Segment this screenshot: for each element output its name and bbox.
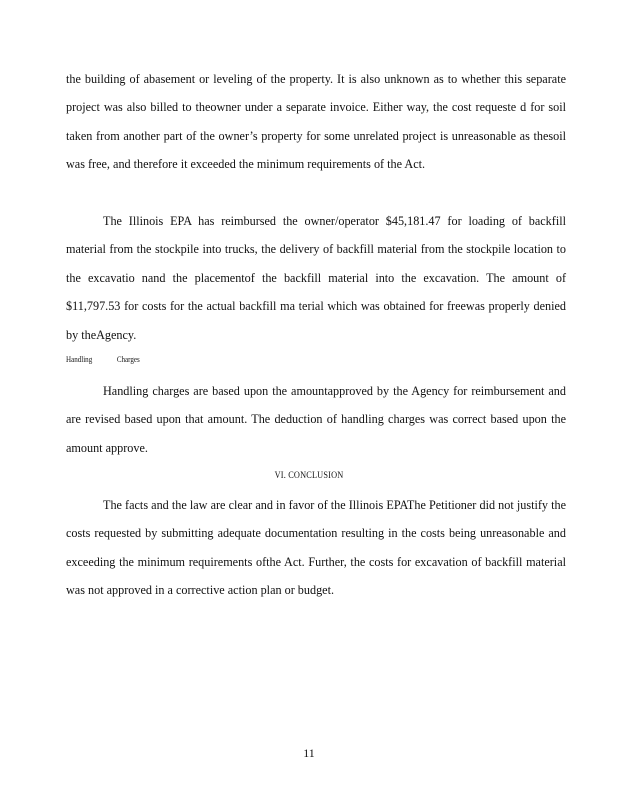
subheading-handling-charges [66, 354, 140, 364]
paragraph-handling-charges: Handling charges are based upon the amountapproved by the Agency for reimbursement and are revised based upon that amount. The deduction of handling charges was correct based upon the amount approve. [66, 384, 566, 455]
paragraph-soil-cost: the building of abasement or leveling of the property. It is also unknown as to whether this separate project was also billed to theowner under a separate invoice. Either way, the cost requeste d for soil taken from another part of the owner’s property for some unrelated project is unreasonable as thesoil was free, and therefore it exceeded the minimum requirements of the Act. [66, 72, 566, 172]
paragraph-reimbursement: The Illinois EPA has reimbursed the owner/operator $45,181.47 for loading of backfill material from the stockpile into trucks, the delivery of backfill material from the stockpile location to the excavatio nand the placementof the backfill material into the excavation. The amount of $11,797.53 for costs for the actual backfill ma terial which was obtained for freewas properly denied by theAgency. [66, 214, 566, 342]
subheading-word-charges: Charges [116, 354, 140, 364]
page-number: 11 [303, 746, 315, 760]
section-title-conclusion: VI. CONCLUSION [274, 470, 344, 480]
paragraph-conclusion: The facts and the law are clear and in favor of the Illinois EPAThe Petitioner did not justify the costs requested by submitting adequate documentation resulting in the costs being unreasonable and exceeding the minimum requirements ofthe Act. Further, the costs for excavation of backfill material was not approved in a corrective action plan or budget. [66, 498, 566, 598]
subheading-word-handling: Handling [66, 354, 93, 364]
